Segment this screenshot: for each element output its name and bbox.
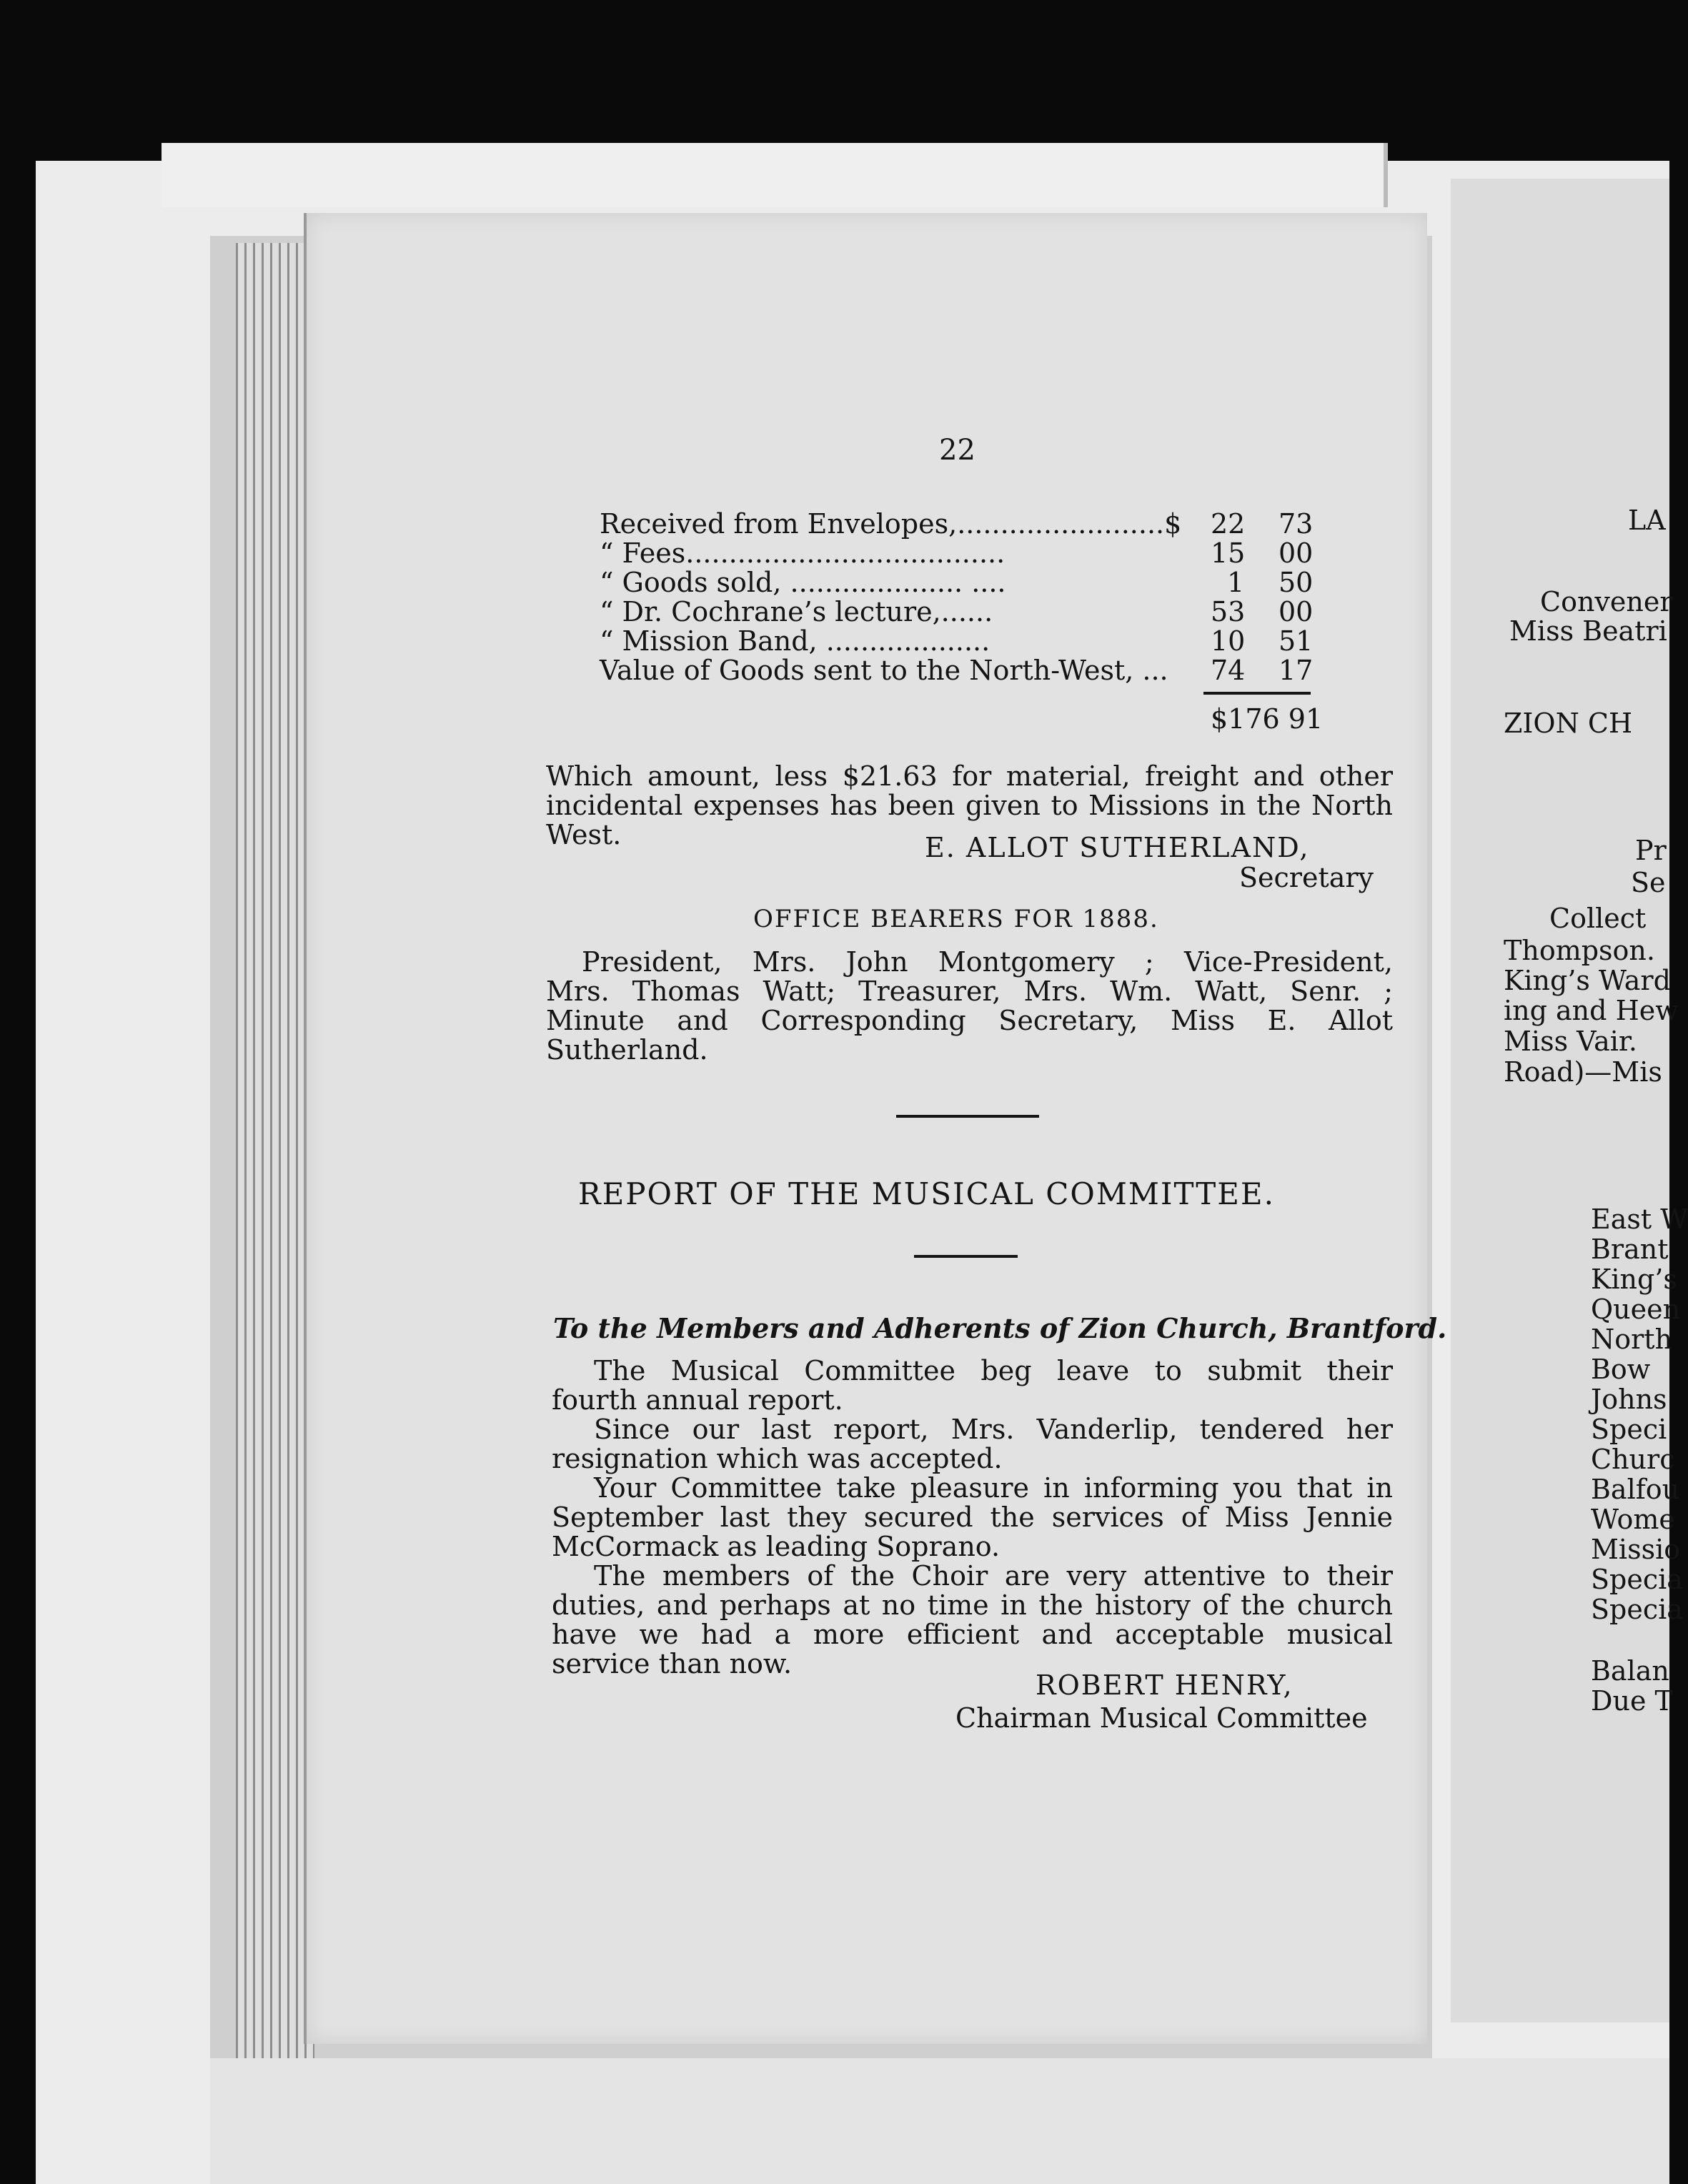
report-line: fourth annual report. — [552, 1384, 843, 1416]
report-line: service than now. — [552, 1648, 793, 1679]
office-bearers-heading: OFFICE BEARERS FOR 1888. — [753, 905, 1159, 933]
facing-line: ing and Hew — [1504, 995, 1679, 1026]
facing-line: Missio — [1591, 1534, 1681, 1565]
page-number: 22 — [939, 434, 975, 467]
receipt-dollars: 74 — [1211, 655, 1246, 686]
receipt-cents: 73 — [1279, 508, 1314, 540]
report-line: Your Committee take pleasure in informing you that in — [594, 1472, 1393, 1504]
facing-line: Miss Beatri — [1509, 615, 1667, 647]
receipt-label: Value of Goods sent to the North-West, ... — [600, 655, 1168, 686]
office-bearers-line: Mrs. Thomas Watt; Treasurer, Mrs. Wm. Watt, Senr. ; — [546, 976, 1393, 1007]
office-bearers-line: Minute and Corresponding Secretary, Miss E. Allot — [546, 1005, 1393, 1036]
salutation: To the Members and Adherents of Zion Church, Brantford. — [553, 1312, 1447, 1344]
facing-line: Brant — [1591, 1234, 1669, 1265]
receipt-cents: 00 — [1279, 537, 1314, 569]
office-bearers-line: Sutherland. — [546, 1034, 708, 1066]
facing-line: Specia — [1591, 1594, 1683, 1625]
page-edges — [236, 243, 314, 2058]
facing-line: Wome — [1591, 1504, 1675, 1535]
report-line: duties, and perhaps at no time in the history of the church — [552, 1589, 1393, 1621]
facing-line: East W — [1591, 1203, 1688, 1235]
secretary-name: E. ALLOT SUTHERLAND, — [925, 832, 1310, 863]
report-line: have we had a more efficient and acceptable musical — [552, 1619, 1393, 1650]
facing-line: Bow — [1591, 1354, 1651, 1385]
facing-line: Se — [1631, 867, 1666, 898]
report-line: resignation which was accepted. — [552, 1443, 1003, 1474]
receipt-total: $176 91 — [1211, 703, 1324, 735]
chairman-name: ROBERT HENRY, — [1036, 1669, 1294, 1701]
receipt-cents: 17 — [1279, 655, 1314, 686]
facing-line: Thompson. — [1504, 935, 1655, 966]
facing-line: Road)—Mis — [1504, 1056, 1662, 1088]
receipt-cents: 50 — [1279, 567, 1314, 598]
report-line: September last they secured the services of Miss Jennie — [552, 1502, 1393, 1533]
facing-line: Queen — [1591, 1294, 1681, 1325]
secretary-title: Secretary — [1239, 862, 1374, 893]
summary-line: West. — [546, 819, 622, 850]
facing-line: North — [1591, 1324, 1673, 1355]
facing-line: Johns — [1591, 1384, 1667, 1415]
facing-line: ZION CH — [1504, 708, 1633, 739]
facing-line: Churc — [1591, 1444, 1675, 1475]
facing-line: Balfou — [1591, 1474, 1680, 1505]
receipt-cents: 00 — [1279, 596, 1314, 627]
receipt-label: “ Goods sold, .................... .... — [600, 567, 1006, 598]
bottom-paper-strip — [210, 2058, 1669, 2184]
section-divider — [896, 1115, 1039, 1118]
facing-line: Convener — [1540, 586, 1673, 617]
facing-line: Due T — [1591, 1685, 1673, 1717]
report-line: The Musical Committee beg leave to submit their — [594, 1355, 1393, 1386]
facing-page — [1451, 179, 1669, 2022]
facing-line: Miss Vair. — [1504, 1026, 1637, 1057]
facing-line: Balan — [1591, 1655, 1669, 1687]
facing-line: Pr — [1635, 835, 1667, 866]
summary-line: incidental expenses has been given to Missions in the North — [546, 790, 1393, 821]
facing-line: King’s — [1591, 1264, 1677, 1295]
facing-line: King’s Ward — [1504, 965, 1671, 996]
receipt-cents: 51 — [1279, 625, 1314, 657]
receipt-dollars: 22 — [1211, 508, 1246, 540]
musical-committee-heading: REPORT OF THE MUSICAL COMMITTEE. — [578, 1176, 1275, 1211]
receipt-dollars: 10 — [1211, 625, 1246, 657]
receipt-dollars: 15 — [1211, 537, 1246, 569]
office-bearers-line: President, Mrs. John Montgomery ; Vice-President, — [582, 946, 1393, 978]
facing-line: LA — [1628, 505, 1666, 536]
report-line: McCormack as leading Soprano. — [552, 1531, 1001, 1562]
receipt-label: “ Fees..................................... — [600, 537, 1006, 569]
total-rule — [1203, 692, 1311, 695]
receipt-dollars: 1 — [1227, 567, 1245, 598]
report-line: Since our last report, Mrs. Vanderlip, tendered her — [594, 1414, 1393, 1445]
receipt-dollars: 53 — [1211, 596, 1246, 627]
receipt-label: “ Mission Band, ................... — [600, 625, 991, 657]
facing-line: Collect — [1549, 903, 1647, 934]
chairman-title: Chairman Musical Committee — [955, 1702, 1368, 1734]
facing-line: Speci — [1591, 1414, 1667, 1445]
top-paper-flap — [162, 143, 1388, 207]
report-line: The members of the Choir are very attentive to their — [594, 1560, 1393, 1592]
summary-line: Which amount, less $21.63 for material, freight and other — [546, 760, 1393, 792]
heading-divider — [914, 1255, 1018, 1258]
facing-line: Specia — [1591, 1564, 1683, 1595]
receipt-label: Received from Envelopes,........................$ — [600, 508, 1182, 540]
page-22 — [304, 213, 1447, 2044]
receipt-label: “ Dr. Cochrane’s lecture,...... — [600, 596, 993, 627]
